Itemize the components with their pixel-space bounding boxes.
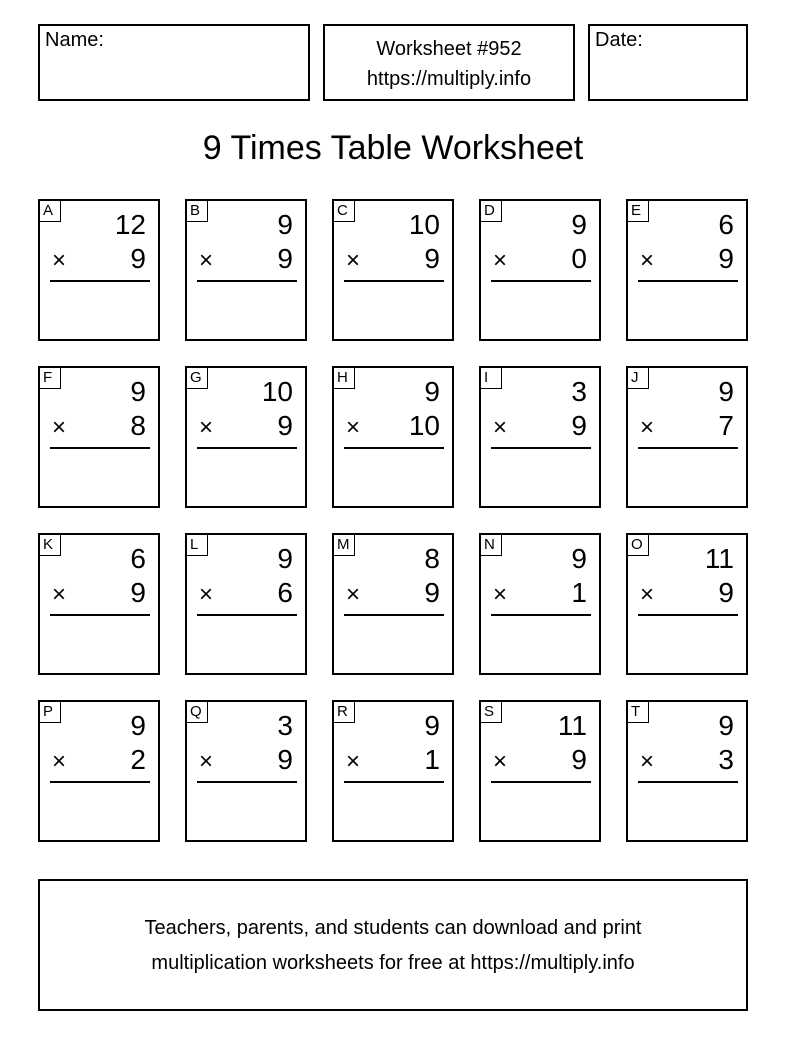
problem-letter: Q xyxy=(186,701,208,723)
problem-top-number: 10 xyxy=(261,376,293,407)
multiply-sign: × xyxy=(346,748,361,775)
problem-bottom-number: 9 xyxy=(130,243,146,274)
multiply-sign: × xyxy=(346,414,361,441)
problem-letter: C xyxy=(333,200,355,222)
answer-line xyxy=(197,781,297,783)
problem-letter: H xyxy=(333,367,355,389)
problem-bottom-number: 9 xyxy=(424,243,440,274)
problem-letter: A xyxy=(39,200,61,222)
problem-letter: N xyxy=(480,534,502,556)
problem-letter: S xyxy=(480,701,502,723)
problem-card xyxy=(332,199,454,341)
problem-bottom-number: 3 xyxy=(718,744,734,775)
problem-card xyxy=(626,366,748,508)
worksheet-info-box xyxy=(323,24,575,101)
problem-bottom-number: 9 xyxy=(424,577,440,608)
problem-letter: T xyxy=(627,701,649,723)
problem-top-number: 9 xyxy=(571,209,587,240)
multiply-sign: × xyxy=(199,414,214,441)
answer-line xyxy=(638,781,738,783)
problem-letter: G xyxy=(186,367,208,389)
problem-top-number: 9 xyxy=(424,710,440,741)
footer-line-1: Teachers, parents, and students can download and print xyxy=(144,917,642,939)
multiply-sign: × xyxy=(199,581,214,608)
problem-card xyxy=(185,533,307,675)
problem-top-number: 9 xyxy=(718,710,734,741)
multiply-sign: × xyxy=(640,247,655,274)
problem-card xyxy=(332,700,454,842)
problem-card xyxy=(479,533,601,675)
problem-bottom-number: 9 xyxy=(571,410,587,441)
problem-top-number: 9 xyxy=(130,710,146,741)
problem-card xyxy=(626,700,748,842)
problem-top-number: 9 xyxy=(130,376,146,407)
problem-bottom-number: 9 xyxy=(718,243,734,274)
multiply-sign: × xyxy=(493,748,508,775)
problem-card xyxy=(38,199,160,341)
problem-card xyxy=(332,366,454,508)
problem-letter: K xyxy=(39,534,61,556)
problem-letter: L xyxy=(186,534,208,556)
problem-letter: P xyxy=(39,701,61,723)
problem-top-number: 9 xyxy=(718,376,734,407)
problem-bottom-number: 9 xyxy=(277,410,293,441)
answer-line xyxy=(344,280,444,282)
answer-line xyxy=(50,280,150,282)
problem-letter: I xyxy=(480,367,502,389)
problem-card xyxy=(185,366,307,508)
problem-top-number: 9 xyxy=(277,543,293,574)
problem-bottom-number: 9 xyxy=(130,577,146,608)
problem-card xyxy=(38,366,160,508)
problem-bottom-number: 6 xyxy=(277,577,293,608)
multiply-sign: × xyxy=(346,581,361,608)
answer-line xyxy=(197,447,297,449)
multiply-sign: × xyxy=(199,247,214,274)
problem-card xyxy=(38,700,160,842)
answer-line xyxy=(491,614,591,616)
multiply-sign: × xyxy=(52,581,67,608)
problem-top-number: 6 xyxy=(718,209,734,240)
problem-card xyxy=(332,533,454,675)
problem-letter: O xyxy=(627,534,649,556)
problem-bottom-number: 2 xyxy=(130,744,146,775)
multiply-sign: × xyxy=(640,414,655,441)
multiply-sign: × xyxy=(640,748,655,775)
problem-top-number: 8 xyxy=(424,543,440,574)
problem-card xyxy=(626,199,748,341)
problem-letter: E xyxy=(627,200,649,222)
name-label: Name: xyxy=(45,29,104,51)
problem-bottom-number: 1 xyxy=(571,577,587,608)
footer-line-2: multiplication worksheets for free at https://multiply.info xyxy=(151,952,635,974)
page-title: 9 Times Table Worksheet xyxy=(202,129,584,167)
problem-card xyxy=(626,533,748,675)
answer-line xyxy=(344,781,444,783)
multiply-sign: × xyxy=(52,414,67,441)
answer-line xyxy=(197,614,297,616)
problem-top-number: 10 xyxy=(408,209,440,240)
multiply-sign: × xyxy=(199,748,214,775)
problem-letter: J xyxy=(627,367,649,389)
multiply-sign: × xyxy=(493,414,508,441)
problem-bottom-number: 1 xyxy=(424,744,440,775)
problem-bottom-number: 9 xyxy=(571,744,587,775)
answer-line xyxy=(638,447,738,449)
problem-top-number: 3 xyxy=(571,376,587,407)
answer-line xyxy=(491,781,591,783)
problem-letter: R xyxy=(333,701,355,723)
problem-top-number: 12 xyxy=(114,209,146,240)
footer-box xyxy=(38,879,748,1011)
answer-line xyxy=(491,447,591,449)
problem-bottom-number: 8 xyxy=(130,410,146,441)
answer-line xyxy=(344,614,444,616)
problem-top-number: 3 xyxy=(277,710,293,741)
multiply-sign: × xyxy=(346,247,361,274)
multiply-sign: × xyxy=(640,581,655,608)
problem-card xyxy=(479,366,601,508)
problem-card xyxy=(38,533,160,675)
problem-letter: M xyxy=(333,534,355,556)
multiply-sign: × xyxy=(493,581,508,608)
problem-top-number: 11 xyxy=(704,543,734,574)
multiply-sign: × xyxy=(493,247,508,274)
answer-line xyxy=(50,614,150,616)
problem-card xyxy=(479,700,601,842)
problem-top-number: 11 xyxy=(557,710,587,741)
worksheet-number: Worksheet #952 xyxy=(376,38,522,60)
website-url: https://multiply.info xyxy=(366,68,532,90)
date-field-box xyxy=(588,24,748,101)
name-field-box xyxy=(38,24,310,101)
date-label: Date: xyxy=(595,29,643,51)
answer-line xyxy=(491,280,591,282)
problem-bottom-number: 9 xyxy=(277,744,293,775)
problem-bottom-number: 9 xyxy=(277,243,293,274)
problem-top-number: 9 xyxy=(424,376,440,407)
problem-card xyxy=(479,199,601,341)
problem-bottom-number: 0 xyxy=(571,243,587,274)
problem-letter: F xyxy=(39,367,61,389)
multiply-sign: × xyxy=(52,247,67,274)
problem-top-number: 9 xyxy=(277,209,293,240)
problem-top-number: 9 xyxy=(571,543,587,574)
problem-bottom-number: 7 xyxy=(718,410,734,441)
problem-card xyxy=(185,700,307,842)
problem-card xyxy=(185,199,307,341)
answer-line xyxy=(197,280,297,282)
answer-line xyxy=(638,280,738,282)
problem-letter: B xyxy=(186,200,208,222)
answer-line xyxy=(344,447,444,449)
problem-top-number: 6 xyxy=(130,543,146,574)
multiply-sign: × xyxy=(52,748,67,775)
problem-bottom-number: 10 xyxy=(408,410,440,441)
problem-bottom-number: 9 xyxy=(718,577,734,608)
problem-letter: D xyxy=(480,200,502,222)
answer-line xyxy=(638,614,738,616)
answer-line xyxy=(50,781,150,783)
answer-line xyxy=(50,447,150,449)
